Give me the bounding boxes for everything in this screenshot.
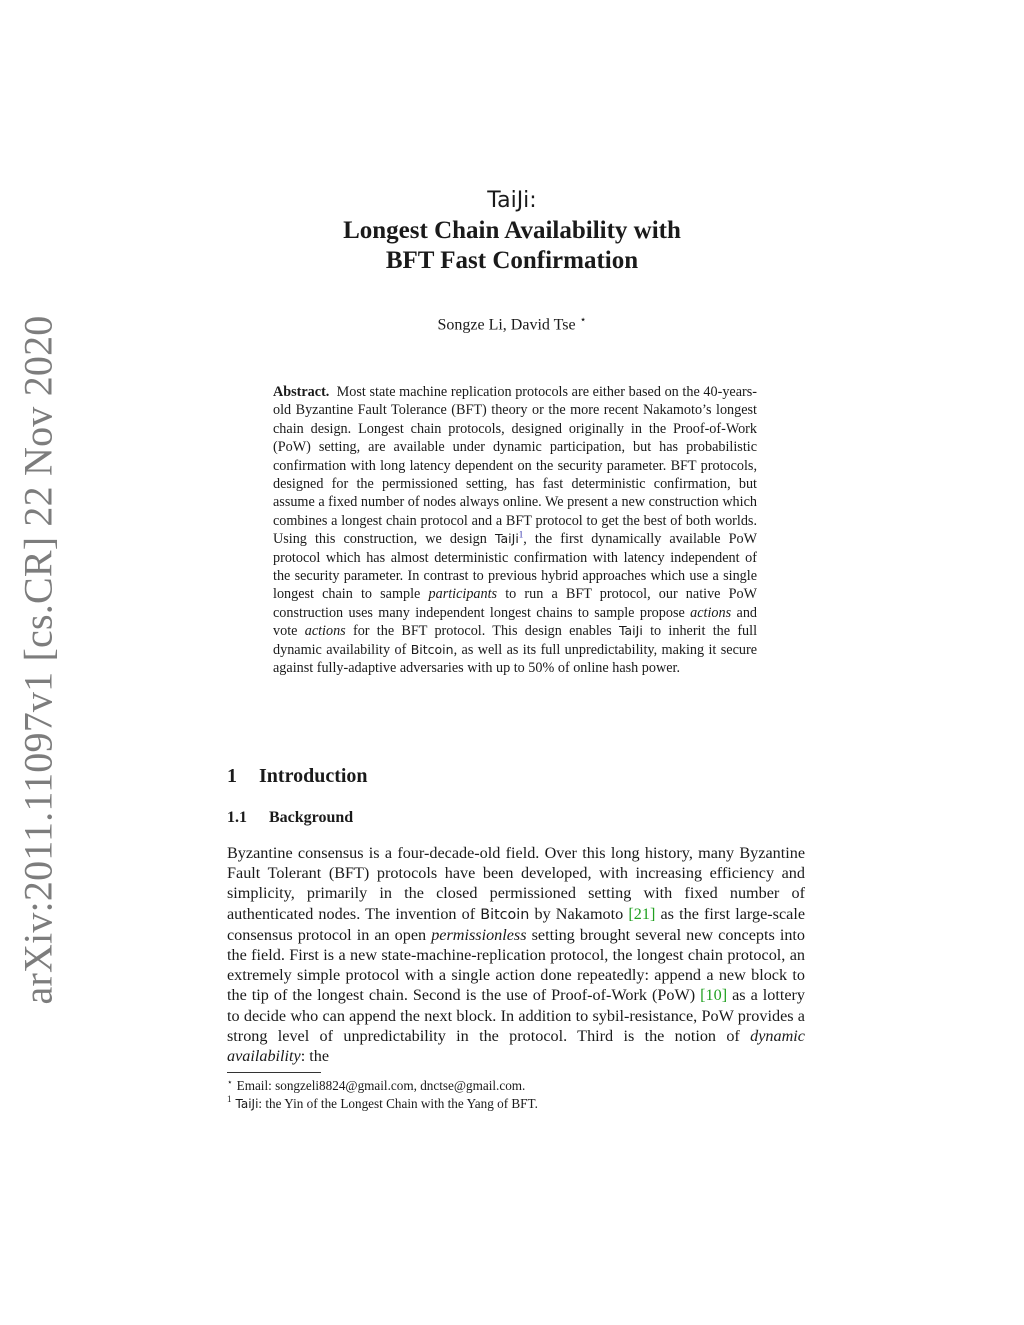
title-line-1: Longest Chain Availability with — [343, 217, 681, 244]
system-name: TaiJi — [494, 531, 519, 547]
abstract — [273, 383, 757, 678]
abstract-emphasis: participants — [428, 586, 498, 603]
citation-link[interactable]: [21] — [628, 904, 656, 923]
footnote-mark: ⋆ — [227, 1076, 233, 1087]
body-text: Byzantine consensus is a four-decade-old field. Over this long history, many Byzantine Fault Tolerant (BFT) protocols have been developed, with increasing efficiency and simplicity, primarily in the closed permissioned setting with fixed number of authenticated nodes. The invention of — [227, 844, 805, 923]
body-text: setting brought several new concepts into the field. First is a new state-machine-replication protocol, the longest chain protocol, an extremely simple protocol with a single action done repeatedly: append a new block to the tip of the longest chain. Second is the use of Proof-of-Work (PoW) — [227, 925, 806, 1005]
body-text: : the — [300, 1047, 330, 1066]
body-emphasis: permissionless — [431, 925, 527, 944]
section-number: 1 — [227, 765, 237, 787]
citation-link[interactable]: [10] — [700, 986, 728, 1005]
abstract-label: Abstract. — [273, 384, 330, 400]
paper-title — [0, 186, 1024, 276]
abstract-text: , the first dynamically available PoW protocol which has almost deterministic confirmation with latency independent of the security parameter. In contrast to previous hybrid approaches which use a single longest chain to sample — [273, 531, 757, 603]
author-names: Songze Li, David Tse — [437, 316, 576, 334]
footnotes — [227, 1077, 805, 1113]
title-line-2: BFT Fast Confirmation — [385, 247, 639, 274]
body-text: as a lottery to decide who can append the next block. In addition to sybil-resistance, PoW provides a strong level of unpredictability in the protocol. Third is the notion of — [227, 986, 806, 1045]
footnote-divider — [227, 1072, 321, 1073]
system-name: TaiJi — [618, 623, 643, 639]
body-paragraph — [227, 843, 805, 1066]
abstract-text: for the BFT protocol. This design enables — [352, 623, 612, 640]
footnote-1 — [227, 1095, 805, 1114]
subsection-heading-background — [227, 809, 353, 827]
body-text: by Nakamoto — [534, 904, 624, 923]
abstract-text: Most state machine replication protocols are either based on the 40-years-old Byzantine Fault Tolerance (BFT) theory or the more recent Nakamoto’s longest chain design. Longest chain protocols, designed originally in the Proof-of-Work (PoW) setting, are available under dynamic participation, but has probabilistic confirmation with long latency dependent on the security parameter. BFT protocols, designed for the permissioned setting, has fast deterministic confirmation, but assume a fixed number of nodes always online. We present a new construction which combines a longest chain protocol and a BFT protocol to get the best of both worlds. Using this construction, we design — [273, 384, 757, 548]
abstract-text: to run a BFT protocol, our native PoW construction uses many independent longest chains to sample propose — [273, 586, 757, 621]
abstract-text: , as well as its full unpredictability, making it secure against fully-adaptive adversaries with up to 50% of online hash power. — [273, 641, 758, 677]
section-heading-introduction — [227, 765, 368, 788]
system-name: Bitcoin — [480, 906, 530, 923]
section-title: Introduction — [259, 765, 368, 787]
footnote-text: : the Yin of the Longest Chain with the Yang of BFT. — [258, 1095, 538, 1111]
abstract-text: to inherit the full dynamic availability of — [273, 623, 758, 658]
abstract-text: and vote — [273, 604, 758, 640]
subsection-title: Background — [269, 809, 354, 826]
abstract-emphasis: actions — [304, 623, 346, 640]
author-list — [0, 313, 1024, 334]
system-name: TaiJi — [235, 1096, 259, 1111]
author-footnote-mark: ⋆ — [579, 314, 587, 326]
footnote-email — [227, 1077, 805, 1095]
system-name: Bitcoin — [410, 641, 454, 657]
body-text: as the first large-scale consensus protocol in an open — [227, 904, 806, 944]
arxiv-identifier-stamp: arXiv:2011.11097v1 [cs.CR] 22 Nov 2020 — [15, 315, 61, 1005]
footnote-mark: 1 — [227, 1094, 232, 1105]
body-emphasis: dynamic availability — [227, 1026, 805, 1066]
abstract-emphasis: actions — [690, 604, 732, 621]
footnote-ref-1[interactable]: 1 — [518, 529, 524, 540]
title-system-name: TaiJi: — [487, 188, 537, 213]
subsection-number: 1.1 — [227, 809, 247, 826]
footnote-text: Email: songzeli8824@gmail.com, dnctse@gmail.com. — [236, 1078, 526, 1093]
